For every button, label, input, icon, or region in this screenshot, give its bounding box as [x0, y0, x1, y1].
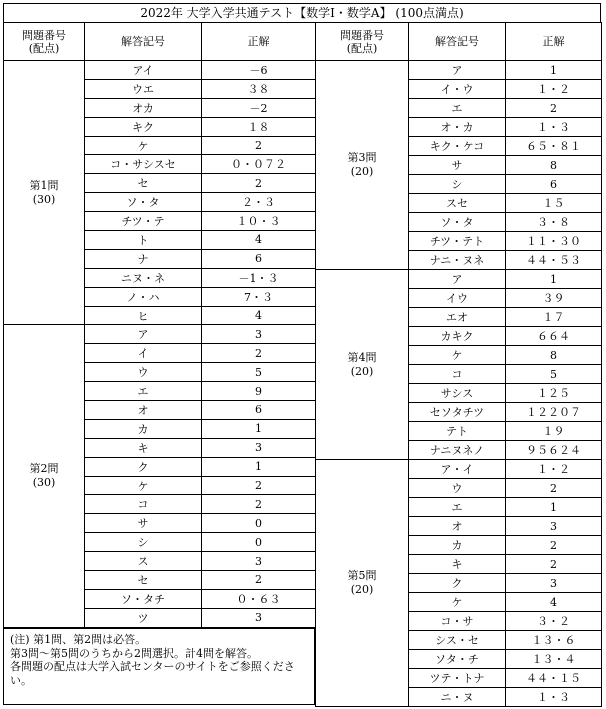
- answer-row: [316, 61, 602, 80]
- answer-code-cell: ケ: [85, 136, 202, 155]
- correct-answer-cell: １・３: [506, 118, 602, 137]
- answer-code-cell: イウ: [409, 289, 506, 308]
- answer-code-cell: コ・サシスセ: [85, 155, 202, 174]
- correct-answer-cell: 2: [202, 174, 316, 193]
- correct-answer-cell: ３８: [202, 79, 316, 98]
- footnote: [3, 628, 315, 705]
- correct-answer-cell: １５: [506, 194, 602, 213]
- answer-code-cell: テト: [409, 422, 506, 441]
- answer-code-cell: イ: [85, 344, 202, 363]
- question-label: 第4問: [347, 350, 377, 364]
- correct-answer-cell: 3: [506, 517, 602, 536]
- correct-answer-cell: －6: [202, 61, 316, 80]
- correct-answer-cell: １０・３: [202, 212, 316, 231]
- correct-answer-cell: １３・６: [506, 631, 602, 650]
- answer-code-cell: ナニ・ヌネ: [409, 251, 506, 270]
- correct-answer-cell: １８: [202, 117, 316, 136]
- correct-answer-cell: 1: [506, 498, 602, 517]
- correct-answer-cell: 3: [202, 608, 316, 627]
- answer-code-cell: エ: [409, 99, 506, 118]
- header-row: [316, 23, 602, 61]
- correct-answer-cell: ２・３: [202, 193, 316, 212]
- question-cell: [316, 61, 409, 270]
- answer-code-cell: ヒ: [85, 306, 202, 325]
- answer-code-cell: ソ・タチ: [85, 589, 202, 608]
- answer-code-cell: イ・ウ: [409, 80, 506, 99]
- answer-row: [316, 460, 602, 479]
- answer-code-cell: ア: [409, 270, 506, 289]
- answer-code-cell: ク: [409, 574, 506, 593]
- question-cell: [4, 325, 85, 627]
- page-title: 2022年 大学入学共通テスト【数学Ⅰ・数学A】 (100点満点): [3, 3, 601, 22]
- question-label: 第3問: [347, 151, 377, 164]
- correct-answer-cell: 0: [202, 514, 316, 533]
- correct-answer-cell: 3: [202, 325, 316, 344]
- correct-answer-cell: 2: [202, 476, 316, 495]
- correct-answer-cell: 8: [506, 346, 602, 365]
- answer-code-cell: セソタチツ: [409, 403, 506, 422]
- answer-code-cell: ケ: [409, 346, 506, 365]
- header-answer-code: 解答記号: [409, 23, 506, 61]
- answer-code-cell: ク: [85, 457, 202, 476]
- answer-code-cell: シ: [409, 175, 506, 194]
- correct-answer-cell: １９: [506, 422, 602, 441]
- correct-answer-cell: 3: [202, 552, 316, 571]
- correct-answer-cell: 2: [202, 495, 316, 514]
- answer-code-cell: キク: [85, 117, 202, 136]
- correct-answer-cell: ６５・８１: [506, 137, 602, 156]
- question-label: 第2問: [29, 462, 59, 476]
- correct-answer-cell: 6: [506, 175, 602, 194]
- answer-row: [316, 270, 602, 289]
- answer-code-cell: ニ・ヌ: [409, 688, 506, 707]
- correct-answer-cell: 1: [506, 270, 602, 289]
- answer-code-cell: セ: [85, 174, 202, 193]
- correct-answer-cell: １・３: [506, 688, 602, 707]
- answer-code-cell: ケ: [85, 476, 202, 495]
- correct-answer-cell: －2: [202, 98, 316, 117]
- answer-code-cell: ソ・タ: [409, 213, 506, 232]
- answer-code-cell: カ: [85, 419, 202, 438]
- question-points: (20): [350, 364, 374, 378]
- correct-answer-cell: 3: [202, 438, 316, 457]
- left-answer-table: [3, 22, 316, 628]
- correct-answer-cell: 9: [202, 382, 316, 401]
- answer-code-cell: コ: [85, 495, 202, 514]
- answer-code-cell: サ: [409, 156, 506, 175]
- answer-code-cell: ノ・ハ: [85, 287, 202, 306]
- answer-code-cell: キ: [85, 438, 202, 457]
- correct-answer-cell: 2: [202, 571, 316, 590]
- answer-code-cell: チツ・テト: [409, 232, 506, 251]
- answer-code-cell: ツテ・トナ: [409, 669, 506, 688]
- question-cell: [316, 270, 409, 460]
- header-answer-code: 解答記号: [85, 23, 202, 61]
- answer-code-cell: ア: [409, 61, 506, 80]
- left-table-body: [4, 61, 316, 628]
- correct-answer-cell: 1: [506, 61, 602, 80]
- correct-answer-cell: 1: [202, 457, 316, 476]
- correct-answer-cell: 2: [506, 536, 602, 555]
- answer-code-cell: オ: [85, 401, 202, 420]
- correct-answer-cell: １・２: [506, 460, 602, 479]
- answer-code-cell: オ: [409, 517, 506, 536]
- correct-answer-cell: １１・３０: [506, 232, 602, 251]
- answer-code-cell: ケ: [409, 593, 506, 612]
- answer-code-cell: シス・セ: [409, 631, 506, 650]
- answer-code-cell: ナニヌネノ: [409, 441, 506, 460]
- answer-row: [4, 61, 316, 80]
- answer-code-cell: キ: [409, 555, 506, 574]
- correct-answer-cell: 7・３: [202, 287, 316, 306]
- answer-code-cell: ニヌ・ネ: [85, 268, 202, 287]
- header-row: [4, 23, 316, 61]
- footnote-line: (注) 第1問、第2問は必答。: [10, 633, 147, 646]
- correct-answer-cell: ３９: [506, 289, 602, 308]
- answer-code-cell: オ・カ: [409, 118, 506, 137]
- answer-code-cell: サ: [85, 514, 202, 533]
- correct-answer-cell: 0: [202, 533, 316, 552]
- correct-answer-cell: ０・０７２: [202, 155, 316, 174]
- right-table-body: [316, 61, 602, 707]
- correct-answer-cell: ９５６２４: [506, 441, 602, 460]
- answer-code-cell: ウ: [409, 479, 506, 498]
- right-answer-table: [315, 22, 602, 707]
- answer-code-cell: エ: [85, 382, 202, 401]
- question-cell: [316, 460, 409, 707]
- header-question: [316, 23, 409, 61]
- correct-answer-cell: １７: [506, 308, 602, 327]
- correct-answer-cell: ４４・１５: [506, 669, 602, 688]
- correct-answer-cell: １３・４: [506, 650, 602, 669]
- header-question-line1: 問題番号: [340, 28, 384, 42]
- footnote-line: 各問題の配点は大学入試センターのサイトをご参照ください。: [10, 660, 295, 687]
- answer-code-cell: セ: [85, 571, 202, 590]
- correct-answer-cell: 6: [202, 249, 316, 268]
- correct-answer-cell: 2: [506, 479, 602, 498]
- question-cell: [4, 61, 85, 325]
- question-points: (20): [350, 583, 374, 596]
- correct-answer-cell: 2: [202, 344, 316, 363]
- correct-answer-cell: －1・３: [202, 268, 316, 287]
- answer-code-cell: カキク: [409, 327, 506, 346]
- answer-code-cell: ア・イ: [409, 460, 506, 479]
- answer-code-cell: エオ: [409, 308, 506, 327]
- header-question-line2: (配点): [346, 41, 378, 55]
- answer-code-cell: スセ: [409, 194, 506, 213]
- correct-answer-cell: ３・２: [506, 612, 602, 631]
- answer-row: [4, 325, 316, 344]
- correct-answer-cell: ６６４: [506, 327, 602, 346]
- answer-code-cell: カ: [409, 536, 506, 555]
- correct-answer-cell: 1: [202, 419, 316, 438]
- answer-code-cell: シ: [85, 533, 202, 552]
- answer-code-cell: コ・サ: [409, 612, 506, 631]
- answer-code-cell: ス: [85, 552, 202, 571]
- correct-answer-cell: 3: [506, 574, 602, 593]
- answer-code-cell: ナ: [85, 249, 202, 268]
- correct-answer-cell: １２２０７: [506, 403, 602, 422]
- answer-code-cell: サシス: [409, 384, 506, 403]
- answer-code-cell: ア: [85, 325, 202, 344]
- correct-answer-cell: １・２: [506, 80, 602, 99]
- question-points: (30): [32, 476, 56, 490]
- correct-answer-cell: 4: [506, 593, 602, 612]
- answer-code-cell: エ: [409, 498, 506, 517]
- header-correct: 正解: [202, 23, 316, 61]
- correct-answer-cell: 5: [202, 363, 316, 382]
- answer-code-cell: ソタ・チ: [409, 650, 506, 669]
- correct-answer-cell: 4: [202, 231, 316, 250]
- correct-answer-cell: 2: [506, 555, 602, 574]
- answer-code-cell: アイ: [85, 61, 202, 80]
- correct-answer-cell: ０・６３: [202, 589, 316, 608]
- correct-answer-cell: 8: [506, 156, 602, 175]
- answer-code-cell: ソ・タ: [85, 193, 202, 212]
- correct-answer-cell: ３・８: [506, 213, 602, 232]
- correct-answer-cell: 6: [202, 401, 316, 420]
- answer-code-cell: キク・ケコ: [409, 137, 506, 156]
- correct-answer-cell: 2: [506, 99, 602, 118]
- answer-code-cell: コ: [409, 365, 506, 384]
- header-correct: 正解: [506, 23, 602, 61]
- question-points: (30): [32, 192, 56, 206]
- answer-code-cell: ウ: [85, 363, 202, 382]
- footnote-line: 第3問～第5問のうちから2問選択。計4問を解答。: [10, 646, 258, 660]
- correct-answer-cell: ４４・５３: [506, 251, 602, 270]
- header-question-line1: 問題番号: [22, 28, 66, 42]
- header-question-line2: (配点): [28, 41, 60, 55]
- answer-code-cell: ツ: [85, 608, 202, 627]
- correct-answer-cell: 5: [506, 365, 602, 384]
- answer-code-cell: ウエ: [85, 79, 202, 98]
- correct-answer-cell: 2: [202, 136, 316, 155]
- answer-code-cell: チツ・テ: [85, 212, 202, 231]
- question-label: 第5問: [347, 569, 377, 582]
- correct-answer-cell: 4: [202, 306, 316, 325]
- question-points: (20): [350, 165, 374, 178]
- header-question: [4, 23, 85, 61]
- answer-code-cell: ト: [85, 231, 202, 250]
- correct-answer-cell: １２５: [506, 384, 602, 403]
- question-label: 第1問: [29, 178, 59, 192]
- answer-code-cell: オカ: [85, 98, 202, 117]
